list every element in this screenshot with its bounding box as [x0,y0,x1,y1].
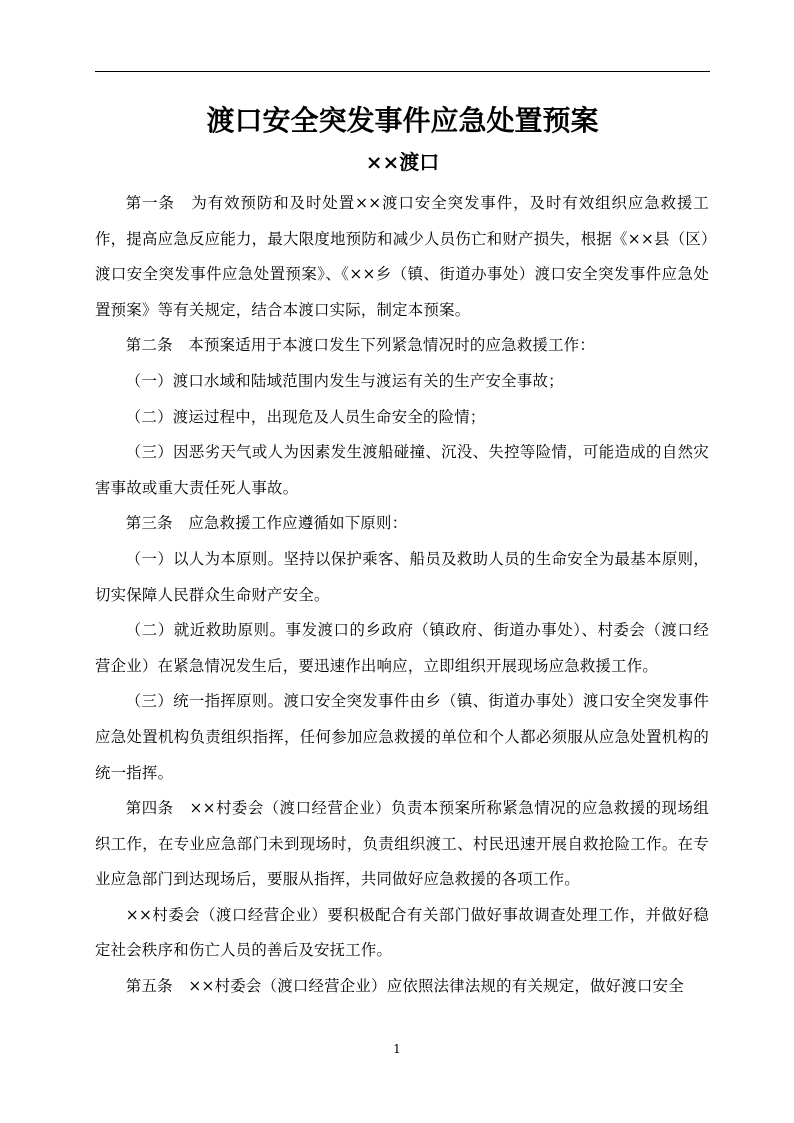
paragraph-article-2-item-1: （一）渡口水域和陆域范围内发生与渡运有关的生产安全事故； [125,371,564,390]
paragraph-article-5: 第五条 ××村委会（渡口经营企业）应依照法律法规的有关规定，做好渡口安全 [125,977,684,996]
paragraph-article-3: 第三条 应急救援工作应遵循如下原则： [125,514,408,533]
paragraph-article-3-item-1: （一）以人为本原则。坚持以保护乘客、船员及救助人员的生命安全为最基本原则，切实保障人民群众生命财产安全。 [95,549,709,604]
paragraph-article-4-continued: ××村委会（渡口经营企业）要积极配合有关部门做好事故调查处理工作，并做好稳定社会秩序和伤亡人员的善后及安抚工作。 [95,905,709,960]
document-title: 渡口安全突发事件应急处置预案 [206,104,599,137]
document-subtitle: ××渡口 [365,150,440,174]
paragraph-article-3-item-3: （三）统一指挥原则。渡口安全突发事件由乡（镇、街道办事处）渡口安全突发事件应急处置机构负责组织指挥，任何参加应急救援的单位和个人都必须服从应急处置机构的统一指挥。 [95,692,709,782]
paragraph-article-1: 第一条 为有效预防和及时处置××渡口安全突发事件，及时有效组织应急救援工作，提高应急反应能力，最大限度地预防和减少人员伤亡和财产损失，根据《××县（区）渡口安全突发事件应急处置预案》、《××乡（镇、街道办事处）渡口安全突发事件应急处置预案》等有关规定，结合本渡口实际，制定本预案。 [95,194,709,319]
paragraph-article-2-item-3: （三）因恶劣天气或人为因素发生渡船碰撞、沉没、失控等险情，可能造成的自然灾害事故或重大责任死人事故。 [95,443,709,497]
paragraph-article-4: 第四条 ××村委会（渡口经营企业）负责本预案所称紧急情况的应急救援的现场组织工作，在专业应急部门未到现场时，负责组织渡工、村民迅速开展自救抢险工作。在专业应急部门到达现场后，要服从指挥，共同做好应急救援的各项工作。 [95,799,709,889]
header-rule [95,71,710,72]
page-number: 1 [393,1042,401,1056]
document-body [95,186,709,1005]
paragraph-article-2-item-2: （二）渡运过程中，出现危及人员生命安全的险情； [125,407,486,426]
paragraph-article-2: 第二条 本预案适用于本渡口发生下列紧急情况时的应急救援工作： [125,336,596,355]
paragraph-article-3-item-2: （二）就近救助原则。事发渡口的乡政府（镇政府、街道办事处）、村委会（渡口经营企业）在紧急情况发生后，要迅速作出响应，立即组织开展现场应急救援工作。 [95,621,709,675]
